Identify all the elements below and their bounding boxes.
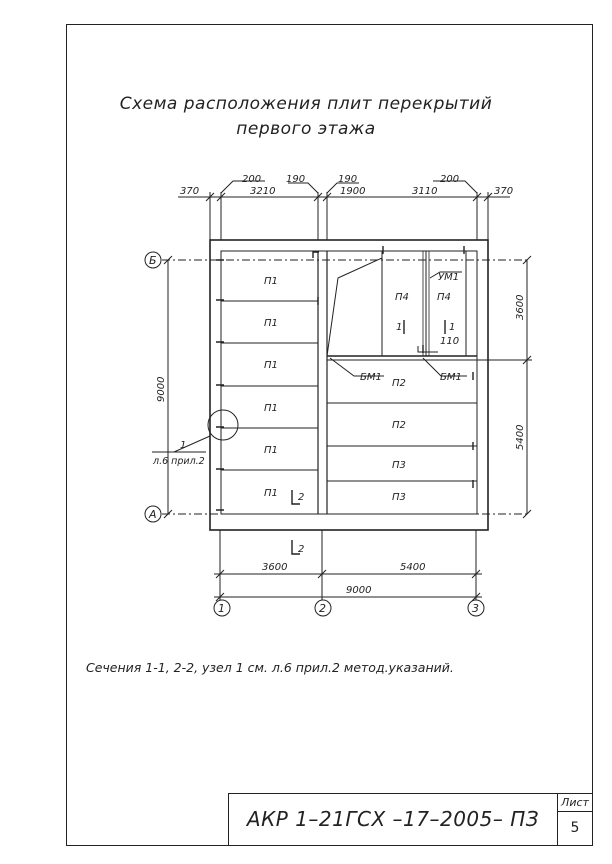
label-node-number: 1 bbox=[180, 440, 187, 451]
label-node-reference: л.6 прил.2 bbox=[153, 456, 205, 467]
slab-left-1: П1 bbox=[264, 276, 278, 287]
building-outline bbox=[210, 240, 488, 530]
document-code: АКР 1–21ГСХ –17–2005– ПЗ bbox=[246, 807, 540, 831]
slab-p4-1: П4 bbox=[395, 292, 409, 303]
sheet-cell bbox=[557, 794, 593, 845]
dim-top-lower-2: 3210 bbox=[250, 186, 276, 197]
slab-right-2: П2 bbox=[392, 420, 406, 431]
axis-row-b: Б bbox=[149, 254, 157, 267]
title-block bbox=[228, 793, 593, 846]
dim-top-upper-2: 190 bbox=[286, 174, 306, 185]
dim-top-lower-3: 1900 bbox=[340, 186, 366, 197]
slab-left-2: П1 bbox=[264, 318, 278, 329]
drawing-title-line2: первого этажа bbox=[236, 119, 376, 139]
drawing-title-line1: Схема расположения плит перекрытий bbox=[119, 94, 493, 114]
axis-col-3: 3 bbox=[472, 602, 479, 615]
label-um1: УМ1 bbox=[438, 272, 460, 283]
building-inner-outline bbox=[221, 251, 477, 514]
drawing-note: Сечения 1-1, 2-2, узел 1 см. л.6 прил.2 метод.указаний. bbox=[86, 660, 454, 675]
label-dim-110: 110 bbox=[440, 336, 460, 347]
dim-top-lower-4: 3110 bbox=[412, 186, 438, 197]
axis-col-2: 2 bbox=[319, 602, 326, 615]
slab-p4-2: П4 bbox=[437, 292, 451, 303]
slab-right-1: П2 bbox=[392, 378, 406, 389]
sheet-label: Лист bbox=[558, 794, 592, 812]
axis-col-1: 1 bbox=[218, 602, 225, 615]
dim-right-upper: 3600 bbox=[515, 294, 526, 320]
slab-left-5: П1 bbox=[264, 445, 278, 456]
dim-top-lower-5: 370 bbox=[494, 186, 514, 197]
dim-top-upper-4: 200 bbox=[440, 174, 460, 185]
label-section1-a: 1 bbox=[396, 322, 403, 333]
slab-right-3: П3 bbox=[392, 460, 406, 471]
label-bm1-right: БМ1 bbox=[440, 372, 462, 383]
dim-right-lower: 5400 bbox=[515, 424, 526, 450]
label-section2-b: 2 bbox=[298, 544, 305, 555]
slab-left-4: П1 bbox=[264, 403, 278, 414]
slab-left-3: П1 bbox=[264, 360, 278, 371]
sheet-number: 5 bbox=[570, 820, 580, 836]
dim-left-total: 9000 bbox=[156, 376, 167, 402]
dim-top-lower-1: 370 bbox=[180, 186, 200, 197]
slab-right-4: П3 bbox=[392, 492, 406, 503]
label-bm1-left: БМ1 bbox=[360, 372, 382, 383]
axis-row-a: А bbox=[149, 508, 157, 521]
dim-top-upper-3: 190 bbox=[338, 174, 358, 185]
dim-bottom-total: 9000 bbox=[346, 585, 372, 596]
slab-left-6: П1 bbox=[264, 488, 278, 499]
dim-top-upper-1: 200 bbox=[242, 174, 262, 185]
label-section1-b: 1 bbox=[449, 322, 456, 333]
dim-bottom-1: 3600 bbox=[262, 562, 288, 573]
label-section2-a: 2 bbox=[298, 492, 305, 503]
dim-bottom-2: 5400 bbox=[400, 562, 426, 573]
